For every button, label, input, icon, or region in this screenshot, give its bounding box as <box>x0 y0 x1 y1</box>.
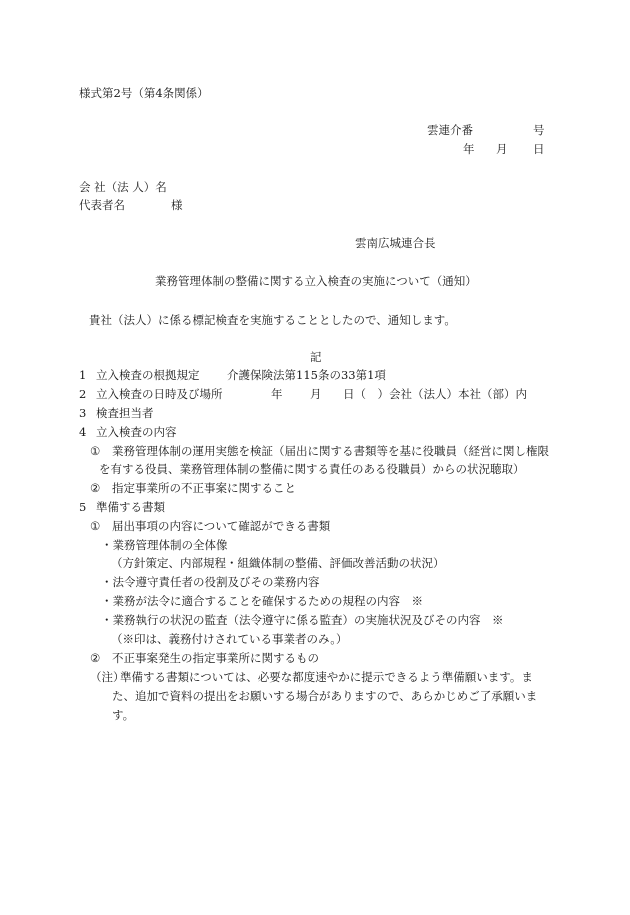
ki-heading: 記 <box>310 350 322 364</box>
item-5-number: 5 <box>79 500 87 514</box>
item-5-1-text: 届出事項の内容について確認ができる書類 <box>112 519 331 533</box>
recipient-honorific: 様 <box>171 198 183 212</box>
issue-date-year: 年 <box>463 142 475 156</box>
note-line-1: 準備する書類については、必要な都度速やかに提示できるよう準備願います。ま <box>120 670 533 684</box>
item-4-number: 4 <box>79 425 87 439</box>
item-5-1-mark: ① <box>90 519 101 533</box>
recipient-company: 会 社（法 人）名 <box>79 180 167 194</box>
note-line-3: す。 <box>112 708 135 722</box>
item-4-1-line2: を有する役員、業務管理体制の整備に関する責任のある役職員）からの状況聴取） <box>99 462 525 476</box>
item-2-month: 月 <box>310 387 322 401</box>
issue-date-month: 月 <box>496 142 508 156</box>
item-2-number: 2 <box>79 387 87 401</box>
item-4-2-text: 指定事業所の不正事案に関すること <box>112 481 296 495</box>
item-4-label: 立入検査の内容 <box>96 425 177 439</box>
item-5-2-text: 不正事案発生の指定事業所に関するもの <box>112 651 319 665</box>
bullet-1: ・業務管理体制の全体像 <box>101 538 228 552</box>
issue-date-day: 日 <box>533 142 545 156</box>
bullet-2: ・法令遵守責任者の役割及びその業務内容 <box>101 575 320 589</box>
item-3-number: 3 <box>79 406 87 420</box>
item-2-label: 立入検査の日時及び場所 <box>96 387 223 401</box>
item-5-2-mark: ② <box>90 651 101 665</box>
bullet-4: ・業務執行の状況の監査（法令遵守に係る監査）の実施状況及びその内容 ※ <box>101 613 504 627</box>
item-4-2-mark: ② <box>90 481 101 495</box>
issue-number-suffix: 号 <box>533 123 545 137</box>
item-4-1-mark: ① <box>90 444 101 458</box>
item-2-year: 年 <box>271 387 283 401</box>
item-2-day-place: 日（ ）会社（法人）本社（部）内 <box>343 387 527 401</box>
bullet-4-sub: （※印は、義務付けされている事業者のみ。） <box>111 632 348 646</box>
item-1-value: 介護保険法第115条の33第1項 <box>227 368 386 382</box>
issue-number-prefix: 雲連介番 <box>427 123 473 137</box>
item-1-number: 1 <box>79 368 87 382</box>
item-1-label: 立入検査の根拠規定 <box>96 368 200 382</box>
recipient-representative: 代表者名 <box>79 198 125 212</box>
item-4-1-line1: 業務管理体制の運用実態を検証（届出に関する書類等を基に役職員（経営に関し権限 <box>112 444 549 458</box>
document-title: 業務管理体制の整備に関する立入検査の実施について（通知） <box>155 274 477 288</box>
item-5-label: 準備する書類 <box>96 500 165 514</box>
bullet-1-sub: （方針策定、内部規程・組織体制の整備、評価改善活動の状況） <box>111 556 445 570</box>
sender: 雲南広城連合長 <box>355 236 436 250</box>
item-3-label: 検査担当者 <box>96 406 154 420</box>
note-label: （注） <box>90 670 125 684</box>
bullet-3: ・業務が法令に適合することを確保するための規程の内容 ※ <box>101 594 423 608</box>
intro-text: 貴社（法人）に係る標記検査を実施することとしたので、通知します。 <box>89 313 456 327</box>
form-label: 様式第2号（第4条関係） <box>79 86 209 100</box>
note-line-2: た、追加で資料の提出をお願いする場合がありますので、あらかじめご了承願いま <box>112 689 538 703</box>
